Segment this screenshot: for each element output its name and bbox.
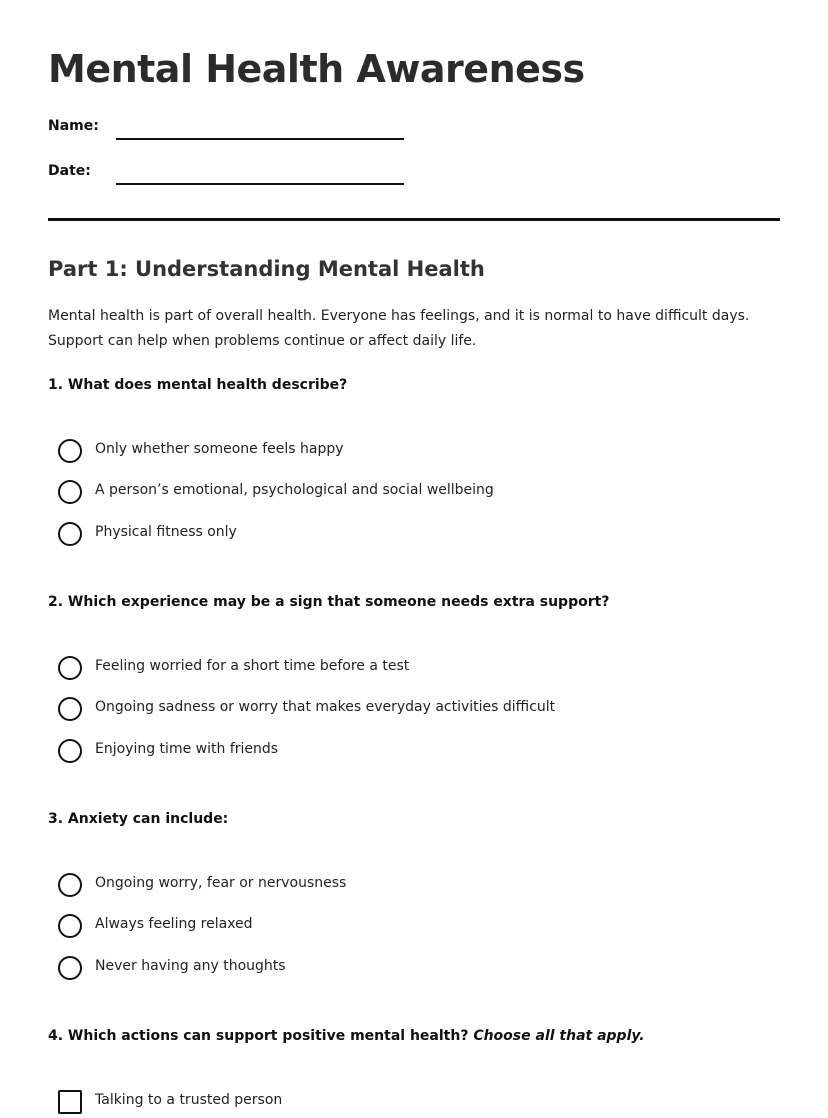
question-1-text: 1. What does mental health describe? <box>48 377 348 393</box>
radio-button[interactable] <box>58 914 82 938</box>
part1-intro: Mental health is part of overall health. Everyone has feelings, and it is normal to have difficult days. Support can help when problems continue or affect daily life. <box>48 308 750 349</box>
option-label: Physical fitness only <box>95 524 237 540</box>
option-label: Ongoing sadness or worry that makes everyday activities difficult <box>95 699 556 715</box>
q1-option-1[interactable] <box>58 439 758 465</box>
option-label: Always feeling relaxed <box>95 916 253 932</box>
option-label: Ongoing worry, fear or nervousness <box>95 875 347 891</box>
date-label: Date: <box>48 163 91 179</box>
name-field[interactable] <box>48 118 408 148</box>
q1-option-2[interactable] <box>58 480 758 506</box>
date-answer-line[interactable] <box>116 183 404 185</box>
date-field[interactable] <box>48 163 408 193</box>
q4-option-1[interactable] <box>58 1090 758 1116</box>
question-3-text: 3. Anxiety can include: <box>48 811 229 827</box>
q2-option-3[interactable] <box>58 739 758 765</box>
radio-button[interactable] <box>58 656 82 680</box>
question-4-prompt: 4. Which actions can support positive mental health? <box>48 1028 469 1044</box>
radio-button[interactable] <box>58 439 82 463</box>
part1-heading: Part 1: Understanding Mental Health <box>48 257 485 281</box>
option-label: A person’s emotional, psychological and social wellbeing <box>95 482 494 498</box>
option-label: Enjoying time with friends <box>95 741 279 757</box>
name-label: Name: <box>48 118 99 134</box>
checkbox[interactable] <box>58 1090 82 1114</box>
header-divider <box>48 218 780 221</box>
radio-button[interactable] <box>58 480 82 504</box>
name-answer-line[interactable] <box>116 138 404 140</box>
q3-option-2[interactable] <box>58 914 758 940</box>
q3-option-1[interactable] <box>58 873 758 899</box>
worksheet-title: Mental Health Awareness <box>48 47 585 91</box>
q1-option-3[interactable] <box>58 522 758 548</box>
question-4-instruction: Choose all that apply. <box>473 1028 645 1044</box>
question-4-text <box>48 1028 645 1044</box>
option-label: Talking to a trusted person <box>95 1092 283 1108</box>
option-label: Feeling worried for a short time before a test <box>95 658 410 674</box>
q2-option-1[interactable] <box>58 656 758 682</box>
option-label: Never having any thoughts <box>95 958 286 974</box>
radio-button[interactable] <box>58 522 82 546</box>
option-label: Only whether someone feels happy <box>95 441 344 457</box>
q2-option-2[interactable] <box>58 697 758 723</box>
radio-button[interactable] <box>58 697 82 721</box>
q3-option-3[interactable] <box>58 956 758 982</box>
radio-button[interactable] <box>58 873 82 897</box>
radio-button[interactable] <box>58 739 82 763</box>
radio-button[interactable] <box>58 956 82 980</box>
question-2-text: 2. Which experience may be a sign that someone needs extra support? <box>48 594 610 610</box>
